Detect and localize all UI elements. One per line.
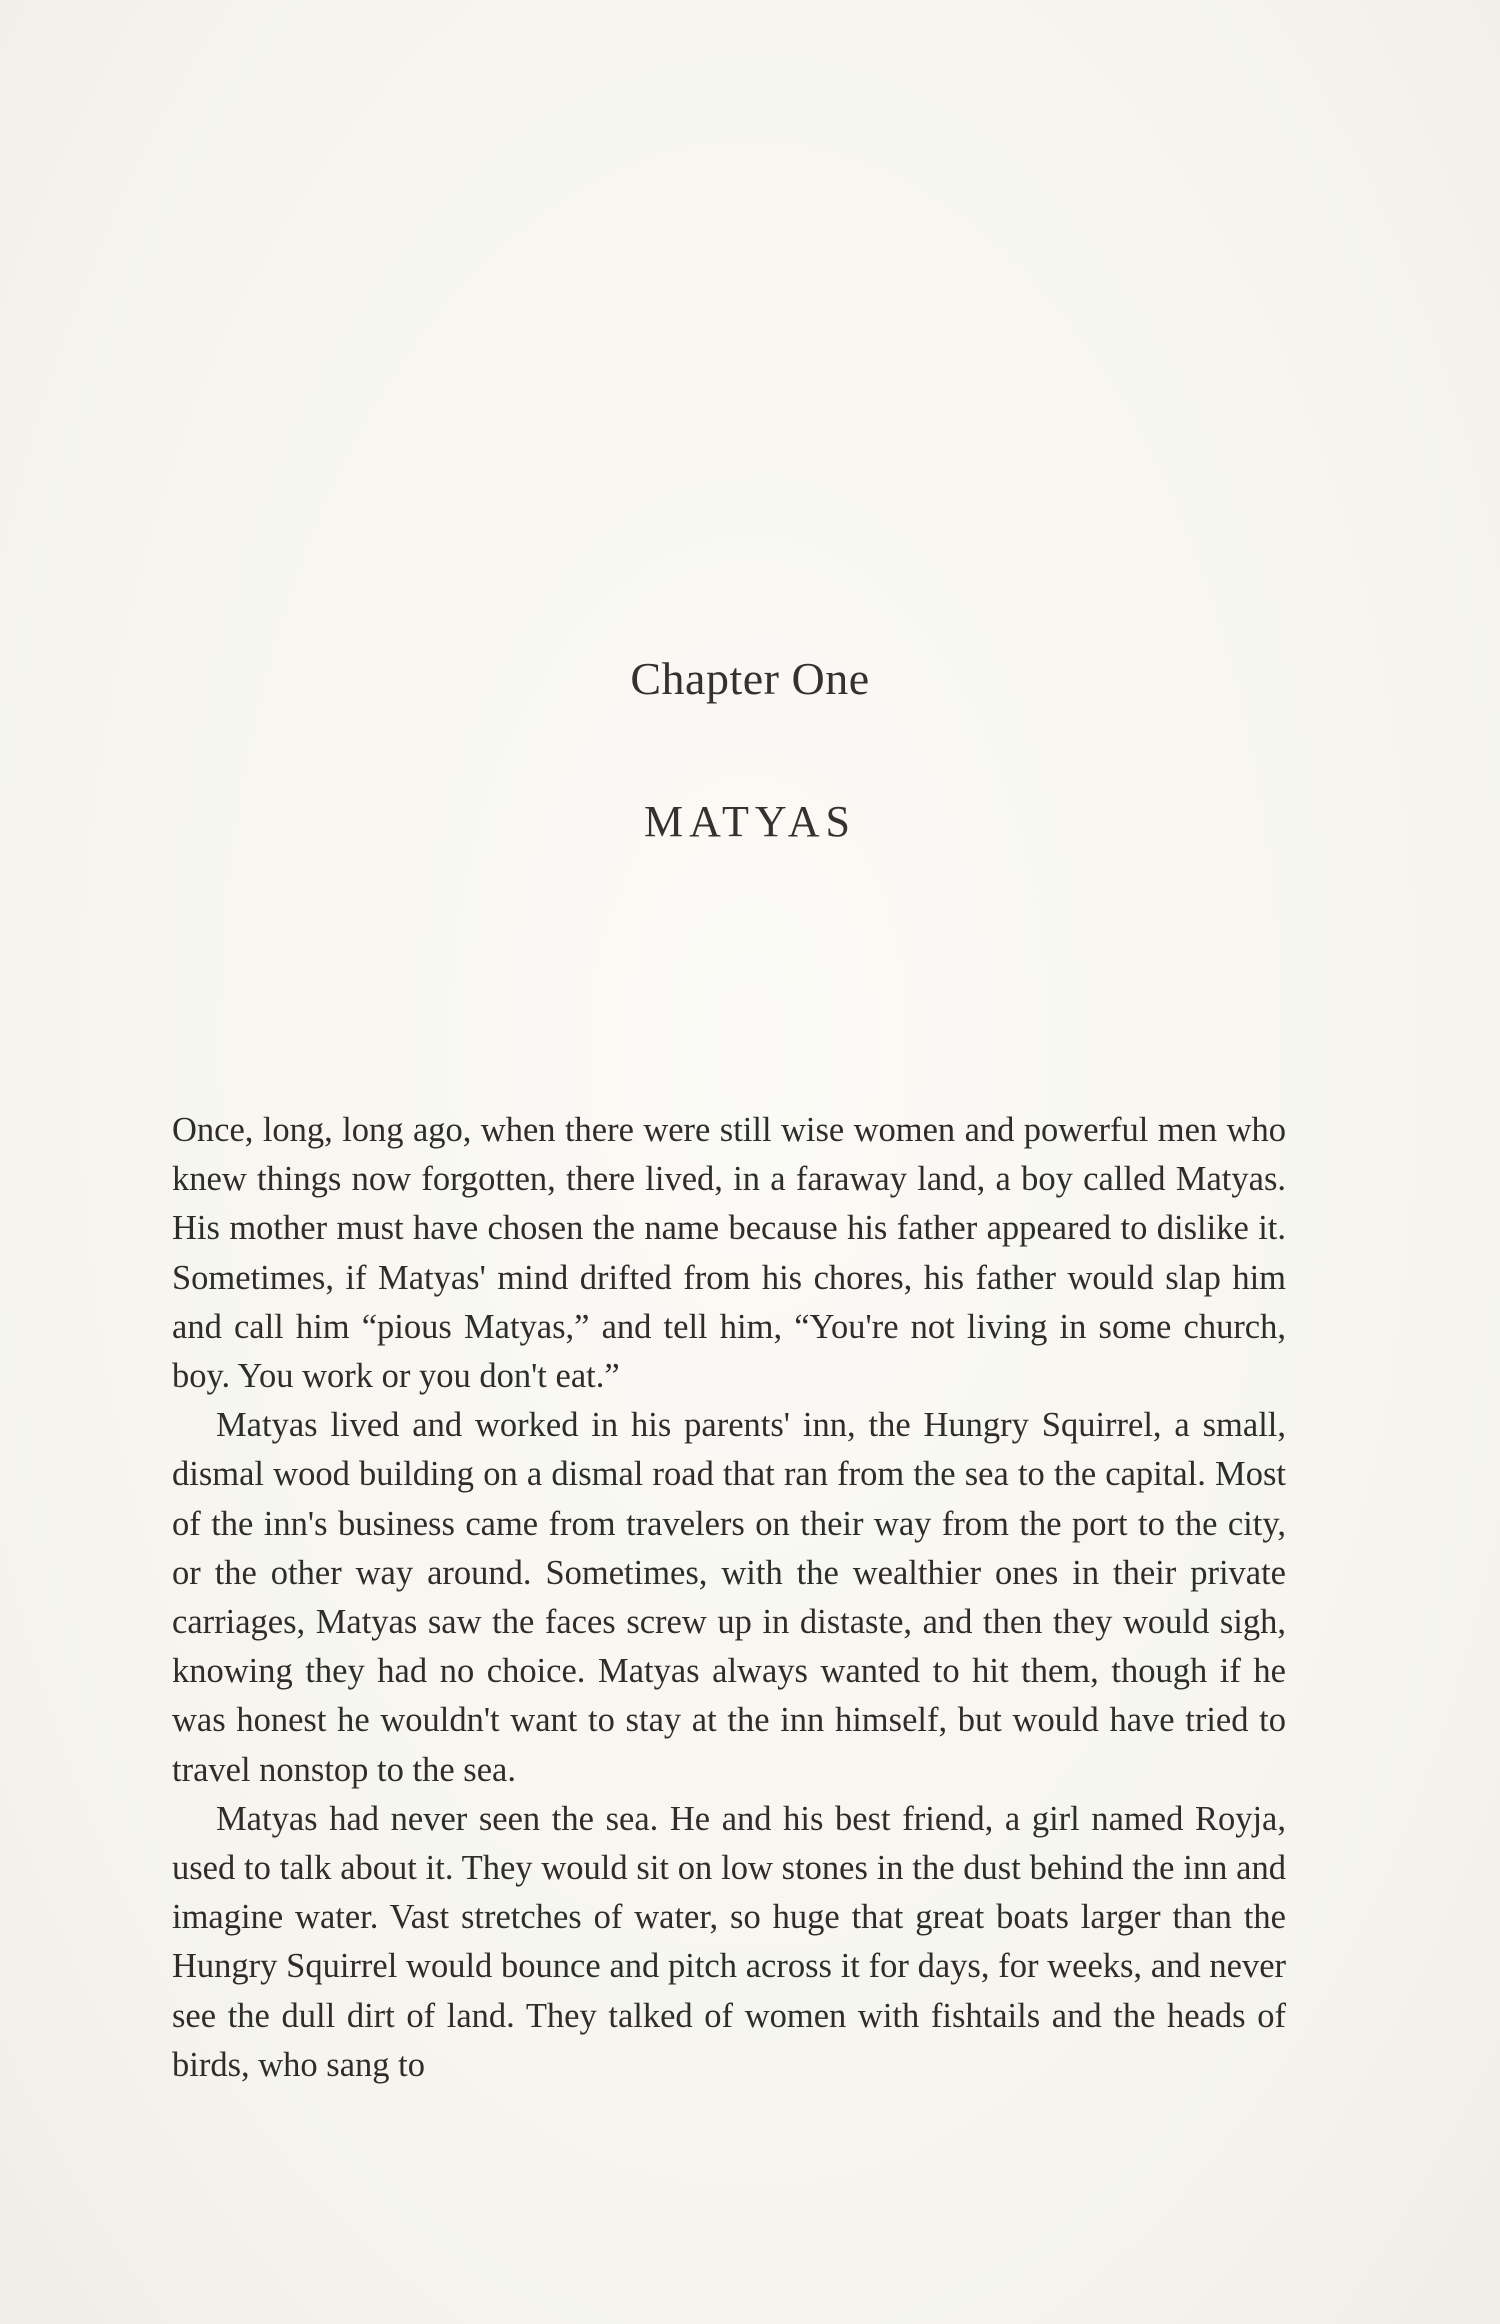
chapter-body bbox=[172, 1106, 1286, 2090]
paragraph-2: Matyas lived and worked in his parents' inn, the Hungry Squirrel, a small, dismal wood building on a dismal road that ran from the sea to the capital. Most of the inn's business came from travelers on their way from the port to the city, or the other way around. Sometimes, with the wealthier ones in their private carriages, Matyas saw the faces screw up in distaste, and then they would sigh, knowing they had no choice. Matyas always wanted to hit them, though if he was honest he wouldn't want to stay at the inn himself, but would have tried to travel nonstop to the sea. bbox=[172, 1406, 1286, 1789]
chapter-title: MATYAS bbox=[643, 797, 857, 846]
chapter-label: Chapter One bbox=[630, 653, 870, 704]
paragraph-3: Matyas had never seen the sea. He and his best friend, a girl named Royja, used to talk about it. They would sit on low stones in the dust behind the inn and imagine water. Vast stretches of water, so huge that great boats larger than the Hungry Squirrel would bounce and pitch across it for days, for weeks, and never see the dull dirt of land. They talked of women with fishtails and the heads of birds, who sang to bbox=[172, 1799, 1286, 2084]
paragraph-1: Once, long, long ago, when there were still wise women and powerful men who knew things now forgotten, there lived, in a faraway land, a boy called Matyas. His mother must have chosen the name because his father appeared to dislike it. Sometimes, if Matyas' mind drifted from his chores, his father would slap him and call him “pious Matyas,” and tell him, “You're not living in some church, boy. You work or you don't eat.” bbox=[172, 1111, 1286, 1396]
